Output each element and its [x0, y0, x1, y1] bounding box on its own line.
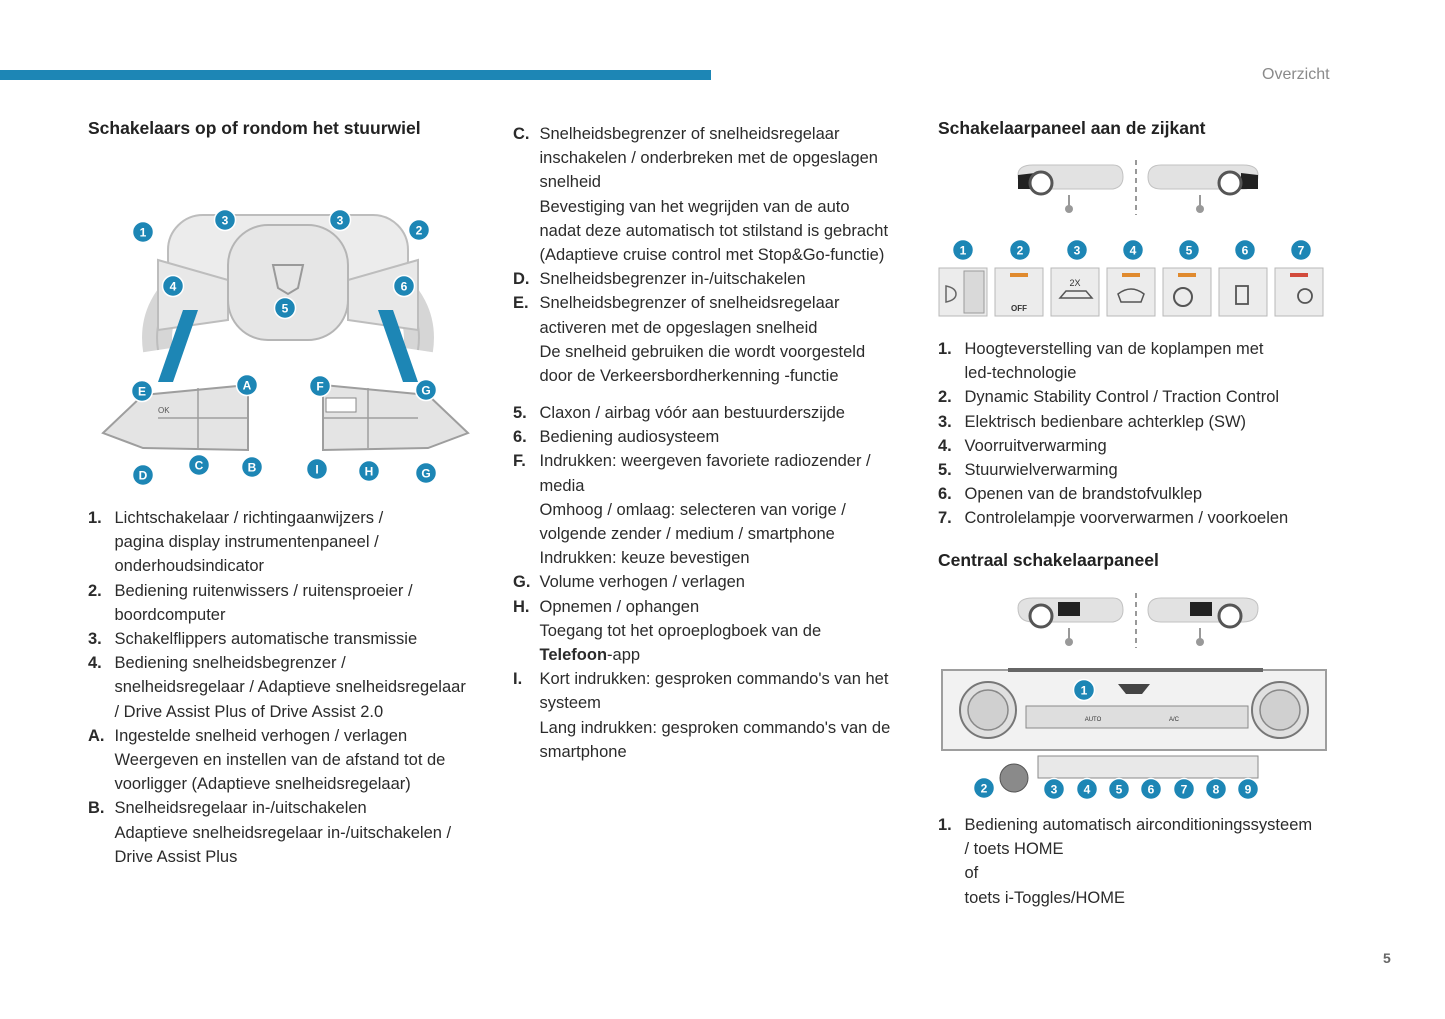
- svg-text:I: I: [315, 462, 319, 477]
- svg-text:7: 7: [1297, 243, 1305, 258]
- svg-text:F: F: [316, 379, 324, 394]
- svg-text:4: 4: [1129, 243, 1137, 258]
- badge-6: [394, 276, 415, 297]
- climate-button-strip[interactable]: [1026, 706, 1248, 728]
- list-item: 3. Schakelflippers automatische transmissie: [88, 630, 418, 649]
- badge-2: [1010, 240, 1031, 261]
- list-item: D. Snelheidsbegrenzer in-/uitschakelen: [513, 270, 806, 289]
- svg-text:7: 7: [1180, 782, 1188, 797]
- badge-H: [359, 461, 380, 482]
- auto-label: AUTO: [1084, 717, 1102, 723]
- svg-text:A: A: [242, 378, 252, 393]
- badge-D: [133, 465, 154, 486]
- badge-8: [1206, 779, 1227, 800]
- list-item: E. Snelheidsbegrenzer of snelheidsregelaar activeren met de opgeslagen snelheid De snelheid gebruiken die wordt voorgesteld door de Verkeersbordherkenning -functie: [513, 294, 866, 386]
- section-title: Overzicht: [1262, 66, 1330, 83]
- badge-3-right: [330, 210, 351, 231]
- list-item: 6. Bediening audiosysteem: [513, 428, 720, 447]
- car-orientation-diagram-central: [1013, 588, 1273, 650]
- list-item: C. Snelheidsbegrenzer of snelheidsregelaar inschakelen / onderbreken met de opgeslagen snelheid Bevestiging van het wegrijden van de auto nadat deze automatisch tot stilstand is gebracht (Adaptieve cruise control met Stop&Go-functie): [513, 125, 889, 265]
- badge-1: [953, 240, 974, 261]
- steering-wheel-heading: Schakelaars op of rondom het stuurwiel: [88, 118, 421, 138]
- twox-label: 2X: [1069, 278, 1081, 288]
- svg-text:4: 4: [1083, 782, 1091, 797]
- list-item: 7. Controlelampje voorverwarmen / voorkoelen: [938, 509, 1289, 528]
- list-item: 1. Hoogteverstelling van de koplampen met led-technologie: [938, 340, 1264, 383]
- svg-text:5: 5: [1115, 782, 1123, 797]
- list-item: G. Volume verhogen / verlagen: [513, 573, 745, 592]
- ac-label: A/C: [1168, 717, 1180, 723]
- list-item: B. Snelheidsregelaar in-/uitschakelen Adaptieve snelheidsregelaar in-/uitschakelen / Drive Assist Plus: [88, 799, 452, 866]
- svg-text:3: 3: [1050, 782, 1058, 797]
- badge-3: [1067, 240, 1088, 261]
- central-switch-panel-figure: [938, 666, 1330, 806]
- list-item: 5. Stuurwielverwarming: [938, 461, 1118, 480]
- list-item: A. Ingestelde snelheid verhogen / verlagen Weergeven en instellen van de afstand tot de voorligger (Adaptieve snelheidsregelaar): [88, 726, 446, 794]
- list-item: F. Indrukken: weergeven favoriete radiozender / media Omhoog / omlaag: selecteren van vorige / volgende zender / medium / smartphone Indrukken: keuze bevestigen: [513, 452, 871, 568]
- svg-text:4: 4: [169, 279, 177, 294]
- svg-text:1: 1: [959, 243, 967, 258]
- svg-text:6: 6: [400, 279, 408, 294]
- list-item: H. Opnemen / ophangen Toegang tot het oproeplogboek van de Telefoon-app: [513, 597, 822, 665]
- fuel-flap-switch: [1219, 268, 1267, 316]
- badge-4: [1077, 779, 1098, 800]
- steering-wheel-icon: [1219, 605, 1241, 627]
- badge-5: [1179, 240, 1200, 261]
- svg-text:G: G: [421, 466, 431, 481]
- svg-text:3: 3: [336, 213, 344, 228]
- svg-text:8: 8: [1212, 782, 1220, 797]
- svg-text:C: C: [194, 458, 204, 473]
- description-list-a: [513, 122, 913, 388]
- central-panel-list: [938, 813, 1338, 910]
- badge-2: [409, 220, 430, 241]
- svg-text:2: 2: [415, 223, 423, 238]
- badge-B: [242, 457, 263, 478]
- airbag-hub: [228, 225, 348, 340]
- side-panel-list: [938, 337, 1338, 531]
- badge-E: [132, 381, 153, 402]
- svg-text:1: 1: [1080, 683, 1088, 698]
- badge-3: [1044, 779, 1065, 800]
- badge-9: [1238, 779, 1259, 800]
- steering-wheel-icon: [1030, 172, 1052, 194]
- list-item: 4. Bediening snelheidsbegrenzer / snelheidsregelaar / Adaptieve snelheidsregelaar / Drive Assist Plus of Drive Assist 2.0: [88, 654, 466, 721]
- central-panel-heading: Centraal schakelaarpaneel: [938, 550, 1159, 570]
- side-switch-panel-figure: [938, 236, 1330, 320]
- list-item: 2. Dynamic Stability Control / Traction Control: [938, 388, 1280, 407]
- steering-wheel-icon: [1219, 172, 1241, 194]
- badge-F: [310, 376, 331, 397]
- badge-1: [1074, 680, 1095, 701]
- badge-3-left: [215, 210, 236, 231]
- svg-text:2: 2: [980, 781, 988, 796]
- badge-A: [237, 375, 258, 396]
- badge-5: [1109, 779, 1130, 800]
- svg-text:3: 3: [1073, 243, 1081, 258]
- list-item: 6. Openen van de brandstofvulklep: [938, 485, 1203, 504]
- side-panel-heading: Schakelaarpaneel aan de zijkant: [938, 118, 1206, 138]
- tailgate-switch: [1051, 268, 1099, 316]
- badge-7: [1174, 779, 1195, 800]
- svg-text:1: 1: [139, 225, 147, 240]
- steering-wheel-list: [88, 506, 488, 869]
- list-item: 4. Voorruitverwarming: [938, 436, 1107, 455]
- svg-text:G: G: [421, 383, 431, 398]
- badge-6: [1141, 779, 1162, 800]
- svg-text:6: 6: [1241, 243, 1249, 258]
- svg-text:9: 9: [1244, 782, 1252, 797]
- svg-text:E: E: [137, 384, 147, 399]
- svg-text:5: 5: [1185, 243, 1193, 258]
- badge-G-top: [416, 380, 437, 401]
- header-accent-bar: [0, 70, 711, 80]
- list-item: 1. Lichtschakelaar / richtingaanwijzers / pagina display instrumentenpaneel / onderhoudsindicator: [88, 509, 384, 576]
- badge-4: [1123, 240, 1144, 261]
- list-item: I. Kort indrukken: gesproken commando's van het systeem Lang indrukken: gesproken commando's van de smartphone: [513, 670, 891, 761]
- svg-text:2: 2: [1016, 243, 1024, 258]
- svg-text:B: B: [247, 460, 257, 475]
- badge-2: [974, 778, 995, 799]
- badge-1: [133, 222, 154, 243]
- svg-text:H: H: [364, 464, 374, 479]
- lower-button-row[interactable]: [1038, 756, 1258, 778]
- badge-5: [275, 298, 296, 319]
- steering-wheel-figure: [98, 160, 478, 490]
- svg-text:D: D: [138, 468, 148, 483]
- badge-I: [307, 459, 328, 480]
- volume-knob[interactable]: [1000, 764, 1028, 792]
- list-item: 5. Claxon / airbag vóór aan bestuurderszijde: [513, 404, 845, 422]
- page-number: 5: [1383, 950, 1391, 966]
- steering-wheel-icon: [1030, 605, 1052, 627]
- list-item: 1. Bediening automatisch airconditioningssysteem / toets HOME of toets i-Toggles/HOME: [938, 816, 1313, 907]
- svg-text:5: 5: [281, 301, 289, 316]
- badge-G-bottom: [416, 463, 437, 484]
- off-label: OFF: [1011, 304, 1027, 313]
- badge-4: [163, 276, 184, 297]
- badge-7: [1291, 240, 1312, 261]
- ok-label: OK: [158, 406, 170, 415]
- svg-text:6: 6: [1147, 782, 1155, 797]
- list-item: 2. Bediening ruitenwissers / ruitensproeier / boordcomputer: [88, 581, 413, 624]
- car-orientation-diagram-side: [1013, 155, 1273, 217]
- badge-6: [1235, 240, 1256, 261]
- badge-C: [189, 455, 210, 476]
- list-item: 3. Elektrisch bedienbare achterklep (SW): [938, 412, 1247, 431]
- description-list-b: [513, 401, 913, 764]
- svg-text:3: 3: [221, 213, 229, 228]
